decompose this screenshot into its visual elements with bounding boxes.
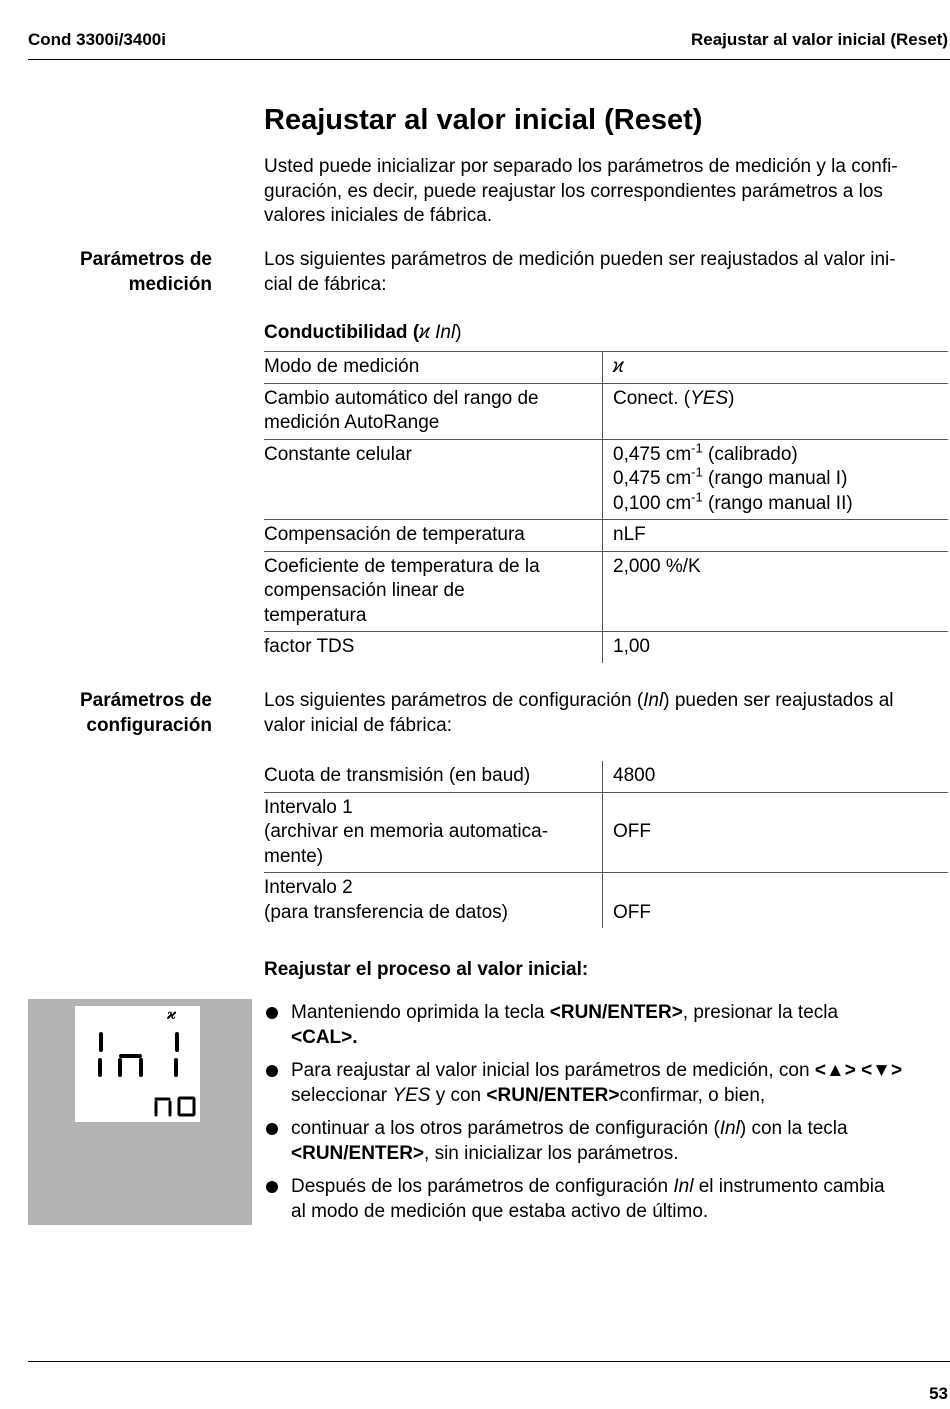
running-header-left: Cond 3300i/3400i — [28, 30, 166, 49]
param-value-line — [613, 489, 948, 517]
param-value-text: (rango manual II) — [708, 492, 853, 514]
table-row — [264, 520, 948, 552]
param-value: nLF — [603, 520, 949, 552]
list-item — [264, 1117, 948, 1166]
table-row — [264, 551, 948, 632]
param-label-line: Modo de medición — [264, 356, 420, 377]
table-title-text: ) — [455, 322, 462, 343]
key-label: <CAL>. — [291, 1026, 358, 1048]
intro-paragraph — [264, 155, 948, 229]
config-intro-text: Los siguientes parámetros de configuración ( — [264, 690, 644, 711]
param-value-text: (calibrado) — [708, 443, 798, 465]
step-text: Inl — [719, 1118, 740, 1139]
param-value-line — [613, 464, 948, 492]
param-label-line: (archivar en memoria automatica- — [264, 821, 549, 842]
table-row — [264, 873, 948, 929]
table-row — [264, 632, 948, 663]
bullet-icon — [266, 1123, 278, 1135]
bullet-icon — [266, 1007, 278, 1019]
lcd-sub-text: no — [87, 1118, 89, 1119]
param-value: 1,00 — [603, 632, 949, 663]
intro-line: Usted puede inicializar por separado los parámetros de medición y la confi- — [264, 156, 898, 177]
config-intro-text: Inl — [643, 690, 664, 711]
list-item — [264, 1175, 948, 1224]
footer-rule — [28, 1361, 950, 1362]
param-label-line: Compensación de temperatura — [264, 524, 525, 545]
table-title-mode: Inl — [435, 322, 456, 343]
table-row — [264, 352, 948, 384]
sub-digits — [156, 1098, 194, 1115]
page-number: 53 — [929, 1384, 948, 1403]
config-intro-line — [264, 689, 948, 714]
lcd-display — [75, 1006, 200, 1122]
param-value — [603, 352, 949, 384]
table-title-conductivity — [264, 322, 462, 344]
param-label — [264, 551, 603, 632]
config-parameters-table — [264, 761, 948, 928]
param-value: 4800 — [603, 761, 949, 792]
table-row — [264, 792, 948, 873]
side-heading-line: medición — [128, 273, 212, 295]
param-label-line: Intervalo 1 — [264, 796, 353, 818]
config-intro — [264, 689, 948, 738]
param-label-line: compensación linear de — [264, 580, 465, 601]
param-label — [264, 352, 603, 384]
param-value-line — [613, 440, 948, 468]
param-label-line: Intervalo 2 — [264, 877, 353, 898]
step-text: Inl — [673, 1176, 694, 1197]
param-label-line: mente) — [264, 845, 324, 867]
param-label-line: (para transferencia de datos) — [264, 901, 508, 923]
step-text: confirmar, o bien, — [619, 1084, 766, 1106]
step-text: Manteniendo oprimida la tecla — [291, 1002, 550, 1023]
intro-line: guración, es decir, puede reajustar los correspondientes parámetros a los — [264, 180, 883, 202]
step-text: seleccionar — [291, 1084, 393, 1106]
param-value-exponent: -1 — [691, 464, 703, 480]
param-label-line: factor TDS — [264, 636, 355, 657]
measure-parameters-table — [264, 351, 948, 663]
param-label-line: medición AutoRange — [264, 412, 440, 433]
param-label — [264, 439, 603, 520]
side-heading-line: Parámetros de — [79, 249, 212, 270]
step-text: continuar a los otros parámetros de configuración ( — [291, 1118, 720, 1139]
key-label: <RUN/ENTER> — [549, 1002, 683, 1023]
kappa-symbol: ϰ — [613, 356, 624, 377]
procedure-steps — [264, 1001, 948, 1233]
param-value: OFF — [603, 792, 949, 873]
param-value-text: 0,475 cm — [613, 468, 692, 489]
param-value-exponent: -1 — [691, 440, 703, 456]
table-row — [264, 383, 948, 439]
measure-intro-line: Los siguientes parámetros de medición pueden ser reajustados al valor ini- — [264, 249, 896, 270]
param-value-text: 0,475 cm — [613, 443, 692, 465]
config-intro-text: ) pueden ser reajustados al — [663, 690, 894, 711]
side-heading-config — [28, 689, 212, 738]
param-value-text: ) — [728, 387, 735, 409]
bullet-icon — [266, 1065, 278, 1077]
param-label-line: Cambio automático del rango de — [264, 387, 539, 409]
param-value: OFF — [603, 873, 949, 929]
running-header-right: Reajustar al valor inicial (Reset) — [691, 30, 948, 49]
param-value-exponent: -1 — [691, 489, 703, 505]
step-text: el instrumento cambia — [693, 1176, 885, 1197]
side-heading-line: configuración — [86, 714, 212, 736]
param-label — [264, 873, 603, 929]
step-text: y con — [430, 1084, 487, 1106]
table-title-text: Conductibilidad ( — [264, 322, 420, 343]
param-label-line: temperatura — [264, 604, 367, 626]
step-text: ) con la tecla — [739, 1118, 848, 1139]
key-label: <RUN/ENTER> — [486, 1084, 620, 1106]
step-text: YES — [392, 1084, 431, 1106]
param-label — [264, 520, 603, 552]
param-label — [264, 383, 603, 439]
measure-intro — [264, 248, 948, 297]
bullet-icon — [266, 1181, 278, 1193]
key-label: <▲> <▼> — [814, 1060, 903, 1081]
step-text: al modo de medición que estaba activo de último. — [291, 1200, 709, 1222]
param-label — [264, 761, 603, 792]
param-value-text: YES — [690, 387, 729, 409]
side-heading-line: Parámetros de — [79, 690, 212, 711]
table-row — [264, 439, 948, 520]
param-value — [603, 383, 949, 439]
lcd-segments — [75, 1006, 200, 1122]
param-value-text: 0,100 cm — [613, 492, 692, 514]
main-digits — [100, 1034, 177, 1075]
header-rule — [28, 59, 950, 60]
param-value — [603, 439, 949, 520]
table-row — [264, 761, 948, 792]
list-item — [264, 1059, 948, 1108]
param-label-line: Coeficiente de temperatura de la — [264, 555, 540, 577]
param-value-text: (rango manual I) — [708, 468, 848, 489]
key-label: <RUN/ENTER> — [291, 1142, 425, 1164]
list-item — [264, 1001, 948, 1050]
param-value-text: Conect. ( — [613, 387, 691, 409]
step-text: Para reajustar al valor inicial los parámetros de medición, con — [291, 1060, 815, 1081]
param-value: 2,000 %/K — [603, 551, 949, 632]
step-text: , presionar la tecla — [682, 1002, 839, 1023]
param-label — [264, 632, 603, 663]
step-text: Después de los parámetros de configuración — [291, 1176, 674, 1197]
procedure-title: Reajustar el proceso al valor inicial: — [264, 959, 589, 980]
config-intro-line: valor inicial de fábrica: — [264, 714, 452, 736]
step-text: , sin inicializar los parámetros. — [424, 1142, 679, 1164]
kappa-symbol: ϰ — [419, 322, 430, 343]
page-title: Reajustar al valor inicial (Reset) — [264, 104, 703, 136]
kappa-symbol: ϰ — [167, 1007, 177, 1023]
param-label-line: Cuota de transmisión (en baud) — [264, 765, 531, 786]
lcd-main-text: Ini — [85, 1116, 87, 1117]
measure-intro-line: cial de fábrica: — [264, 273, 387, 295]
param-label — [264, 792, 603, 873]
intro-line: valores iniciales de fábrica. — [264, 205, 493, 226]
side-heading-measure — [28, 248, 212, 297]
param-label-line: Constante celular — [264, 443, 412, 465]
